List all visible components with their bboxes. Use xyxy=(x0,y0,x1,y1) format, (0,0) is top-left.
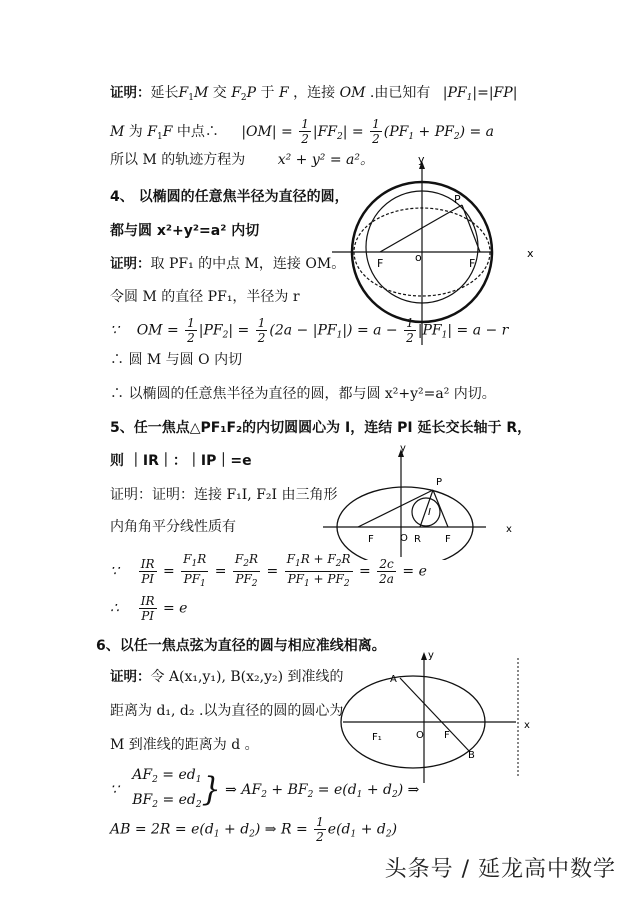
incircle xyxy=(412,498,440,526)
fig2-y-label: y xyxy=(400,445,406,454)
fig3-o-label: O xyxy=(416,730,424,741)
s5-c1: ∴ $\frac{IR}{PI}$ = e xyxy=(110,594,188,623)
s3-l2-text: M 为 $F_1F$ 中点∴ xyxy=(110,123,219,142)
s3-l2-eq: |OM| = $\frac{1}{2}$ $|FF_2|$ = $\frac{1}{2}$ $(PF_1 + PF_2) = a$ xyxy=(241,117,495,146)
ellipse xyxy=(337,487,473,560)
fig3-b-label: B xyxy=(468,750,475,761)
s5-title2: 则 ｜IR｜：｜IP｜=e xyxy=(110,453,252,469)
focal-chord xyxy=(400,678,470,752)
fig3-x-label: x xyxy=(524,720,530,731)
s6-title: 6、以任一焦点弦为直径的圆与相应准线相离。 xyxy=(96,638,386,654)
fig2-o-label: O xyxy=(400,533,408,544)
s6-p1 xyxy=(110,668,344,686)
s6-p2: 距离为 d₁, d₂ .以为直径的圆的圆心为 xyxy=(110,703,344,719)
s4-p1-text: 取 PF₁ 的中点 M，连接 OM。 xyxy=(150,256,346,272)
fig1-p-label: P xyxy=(454,193,461,206)
figure-ellipse-circle xyxy=(322,157,547,347)
s5-p2: 内角角平分线性质有 xyxy=(110,519,236,535)
fig2-i-label: I xyxy=(428,507,431,518)
fig1-o-label: o xyxy=(415,251,422,264)
fig3-a-label: A xyxy=(390,674,397,685)
proof-label: 证明： xyxy=(110,85,151,101)
proof-label: 证明： xyxy=(110,669,151,685)
s4-p1 xyxy=(110,255,345,273)
s3-line1 xyxy=(110,84,517,107)
s5-title1: 5、任一焦点△PF₁F₂的内切圆圆心为 I，连结 PI 延长交长轴于 R， xyxy=(110,420,532,436)
s3-l1-eq: $|PF_1|=|FP|$ xyxy=(442,85,518,103)
fig1-y-label: y xyxy=(418,157,425,166)
s5-eq: ∵ $\frac{IR}{PI}$ = $\frac{F_1R}{PF_1}$ = $\frac{F_2R}{PF_2}$ = $\frac{F_1R + F_2R}{PF_1 + PF_2}$ = $\frac{2c}{2a}$ = e xyxy=(110,552,427,589)
s4-eq: ∵ OM = $\frac{1}{2}$ $|PF_2|$ = $\frac{1}{2}$ $(2a - |PF_1|) = a$ − $\frac{1}{2}$ $|PF_1| = a - r$ xyxy=(110,316,509,345)
fig2-p-label: P xyxy=(436,477,443,488)
fig3-f1-label: F₁ xyxy=(372,732,382,743)
s3-line2 xyxy=(110,117,494,146)
s5-p1-text: 连接 F₁I, F₂I 由三角形 xyxy=(194,487,338,503)
s4-c1: ∴ 圆 M 与圆 O 内切 xyxy=(110,352,243,368)
fig2-f-left-label: F xyxy=(368,534,374,545)
figure-focal-chord xyxy=(338,648,538,783)
s6-eq1: ∵ $AF_2 = ed_1$ $BF_2 = ed_2$} ⇒ $AF_2 + BF_2 = e(d_1 + d_2)$ ⇒ xyxy=(110,767,420,810)
s6-p1-text: 令 A(x₁,y₁), B(x₂,y₂) 到准线的 xyxy=(150,669,344,685)
s5-p1 xyxy=(110,486,338,504)
fig1-f-right-label: F xyxy=(469,257,476,270)
s4-title2: 都与圆 x²+y²=a² 内切 xyxy=(110,223,260,239)
s3-l3-eq: x² + y² = a²。 xyxy=(277,152,374,168)
proof-label-plain: 证明：证明： xyxy=(110,487,194,503)
s4-p2: 令圆 M 的直径 PF₁，半径为 r xyxy=(110,289,300,305)
s3-l1-text: 延长$F_1M$ 交 $F_2P$ 于 F ，连接 OM .由已知有 xyxy=(150,85,431,103)
s6-eq2: AB = $2R = e(d_1 + d_2)$ ⇒ R = $\frac{1}{2}$ $e(d_1 + d_2)$ xyxy=(110,815,398,844)
figure-incircle xyxy=(318,445,523,560)
s4-title1: 4、 以椭圆的任意焦半径为直径的圆， xyxy=(110,189,349,205)
fig2-r-label: R xyxy=(414,534,421,545)
fig3-y-label: y xyxy=(428,650,434,661)
watermark: 头条号 / 延龙高中数学 xyxy=(384,857,616,882)
proof-label: 证明： xyxy=(110,256,151,272)
fig1-x-label: x xyxy=(527,247,534,260)
fig2-f-right-label: F xyxy=(445,534,451,545)
s3-l3-text: 所以 M 的轨迹方程为 xyxy=(110,152,246,168)
s4-c2: ∴ 以椭圆的任意焦半径为直径的圆，都与圆 x²+y²=a² 内切。 xyxy=(110,386,496,402)
s6-p3: M 到准线的距离为 d 。 xyxy=(110,737,259,753)
fig2-x-label: x xyxy=(506,524,512,535)
fig1-f-left-label: F xyxy=(377,257,384,270)
fig3-f-label: F xyxy=(444,730,450,741)
